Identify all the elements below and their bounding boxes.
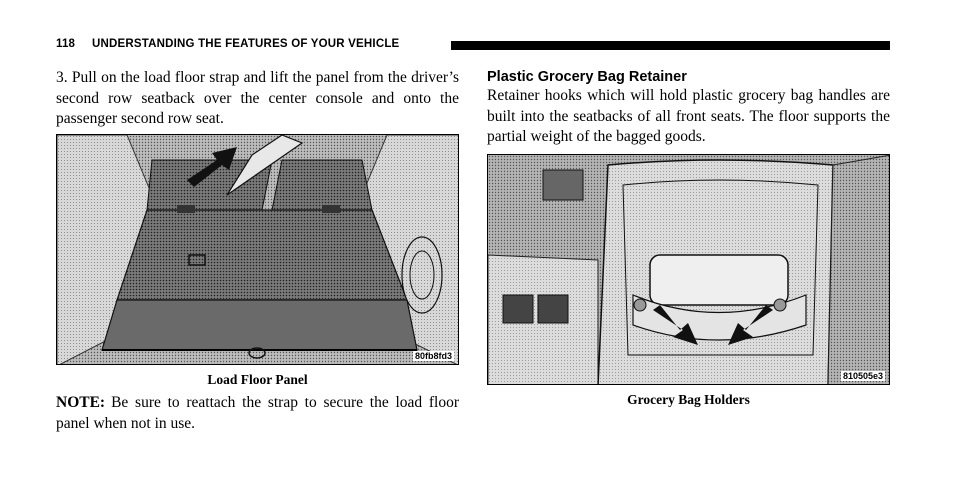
running-title: UNDERSTANDING THE FEATURES OF YOUR VEHICLE: [92, 38, 400, 50]
figure-frame: [487, 154, 890, 385]
figure-code: 810505e3: [842, 371, 883, 381]
grocery-bag-holders-figure: [487, 154, 890, 385]
page-number: 118: [56, 38, 76, 50]
right-column: [487, 68, 890, 148]
figure-caption: Load Floor Panel: [207, 372, 308, 387]
note-label: NOTE:: [56, 394, 106, 411]
grocery-bag-illustration: [488, 155, 890, 385]
left-column: [56, 68, 459, 130]
figure-code: 80fb8fd3: [414, 351, 452, 361]
section-body: Retainer hooks which will hold plastic grocery bag handles are built into the seatbacks of all front seats. The floor supports the partial weight of the bagged goods.: [487, 87, 890, 145]
load-floor-panel-figure: [56, 134, 459, 365]
figure-caption: Grocery Bag Holders: [627, 392, 750, 407]
note-text: Be sure to reattach the strap to secure the load floor panel when not in use.: [56, 394, 459, 432]
header-rule: [451, 41, 890, 50]
figure-frame: [56, 134, 459, 365]
load-floor-illustration: [57, 135, 459, 365]
step-3-text: 3. Pull on the load floor strap and lift the panel from the driver’s second row seatback over the center console and onto the passenger second row seat.: [56, 69, 459, 127]
page-header: [56, 38, 890, 52]
note-paragraph: [56, 393, 459, 434]
section-heading: Plastic Grocery Bag Retainer: [487, 69, 687, 85]
